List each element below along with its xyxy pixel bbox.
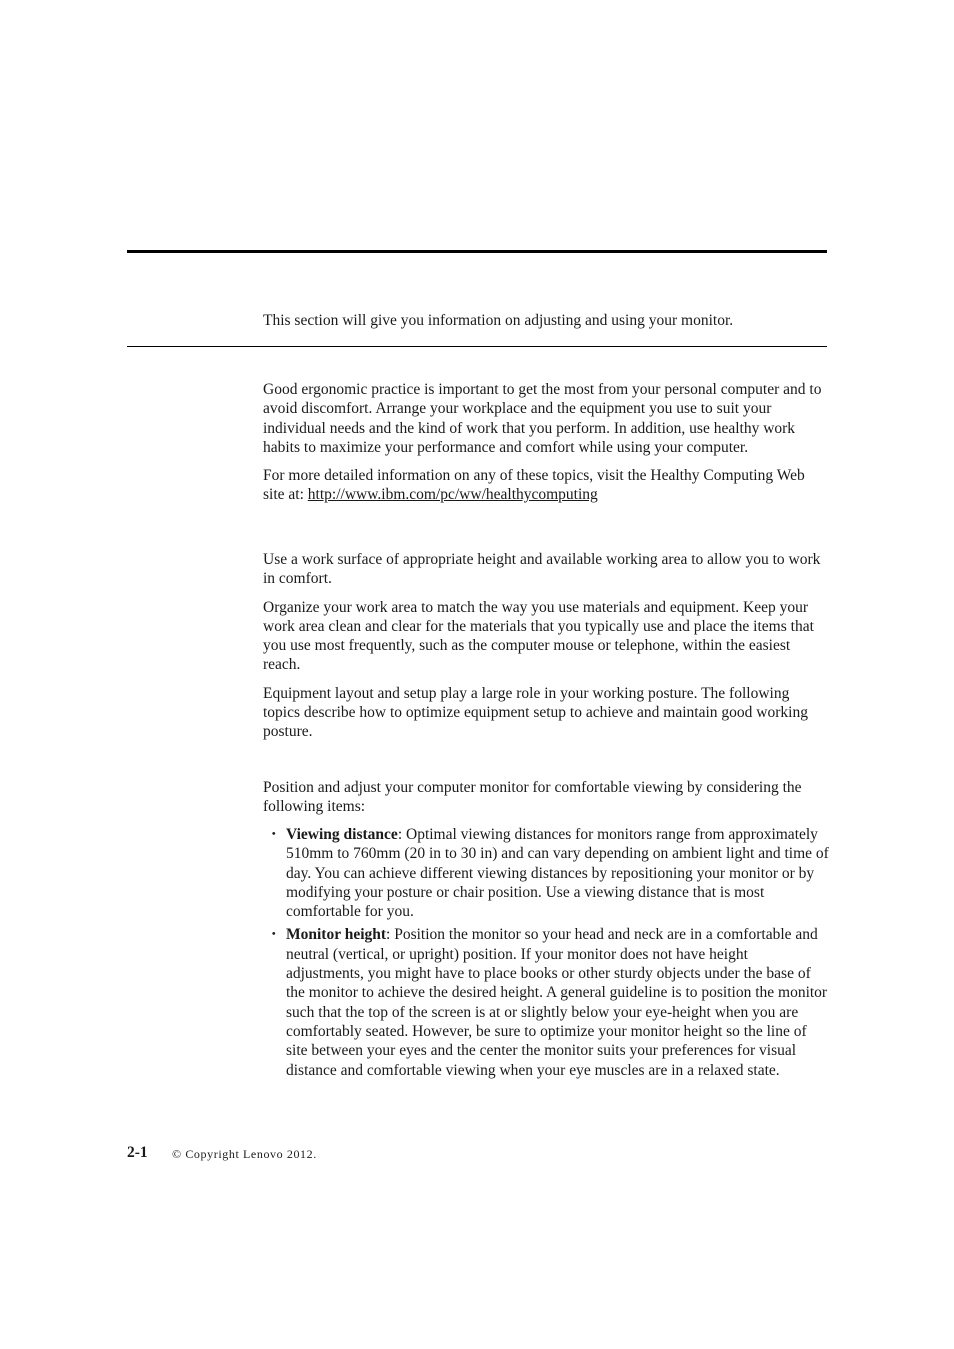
work-area-paragraph-2: Organize your work area to match the way you use materials and equipment. Keep your work area clean and clear for the materials that you typically use and place the items that you use most frequently, such as the computer mouse or telephone, within the easiest reach. [263, 598, 814, 674]
bullet-mark: ・ [266, 826, 282, 843]
chapter-top-rule [127, 250, 827, 253]
viewing-distance-term: Viewing distance [286, 826, 398, 843]
ergonomics-paragraph-1: Good ergonomic practice is important to get the most from your personal computer and to avoid discomfort. Arrange your workplace and the equipment you use to suit your individual needs and the kind of work that you perform. In addition, use healthy work habits to maximize your performance and comfort while using your computer. [263, 381, 822, 456]
monitor-paragraph-1: Position and adjust your computer monitor for comfortable viewing by considering the following items: [263, 779, 802, 816]
page-number: 2-1 [127, 1144, 148, 1161]
work-area-paragraph-3: Equipment layout and setup play a large role in your working posture. The following topics describe how to optimize equipment setup to achieve and maintain good working posture. [263, 684, 808, 741]
intro-text: This section will give you information on adjusting and using your monitor. [263, 312, 734, 329]
ergonomics-section [263, 380, 829, 505]
healthy-computing-link[interactable]: http://www.ibm.com/pc/ww/healthycomputing [307, 486, 598, 504]
ergonomics-paragraph-2-text: For more detailed information on any of these topics, visit the Healthy Computing Web site at: [263, 467, 805, 504]
monitor-section [263, 778, 829, 817]
work-area-section [263, 550, 829, 742]
monitor-height-term: Monitor height [286, 926, 387, 944]
copyright-notice: © Copyright Lenovo 2012. [172, 1147, 317, 1161]
list-item-viewing-distance [263, 825, 829, 921]
work-area-paragraph-1: Use a work surface of appropriate height and available working area to allow you to work in comfort. [263, 551, 821, 588]
monitor-height-text: : Position the monitor so your head and neck are in a comfortable and neutral (vertical, or upright) position. If your monitor does not have height adjustments, you might have to place books or other sturdy objects under the base of the monitor to achieve the desired height. A general guideline is to position the monitor such that the top of the screen is at or slightly below your eye-height when you are comfortably seated. However, be sure to optimize your monitor height so the line of site between your eyes and the center the monitor suits your preferences for visual distance and comfortable viewing when your eye muscles are in a relaxed state. [286, 926, 828, 1079]
list-item-monitor-height [263, 925, 829, 1079]
monitor-items-list [263, 825, 829, 1084]
bullet-mark: ・ [266, 926, 282, 944]
ergonomics-paragraph-2 [263, 466, 829, 505]
intro-section [263, 311, 829, 330]
section-divider-rule [127, 346, 827, 347]
viewing-distance-text: : Optimal viewing distances for monitors range from approximately 510mm to 760mm (20 in to 30 in) and can vary depending on ambient light and time of day. You can achieve different viewing distances by repositioning your monitor or by modifying your posture or chair position. Use a viewing distance that is most comfortable for you. [286, 826, 829, 921]
